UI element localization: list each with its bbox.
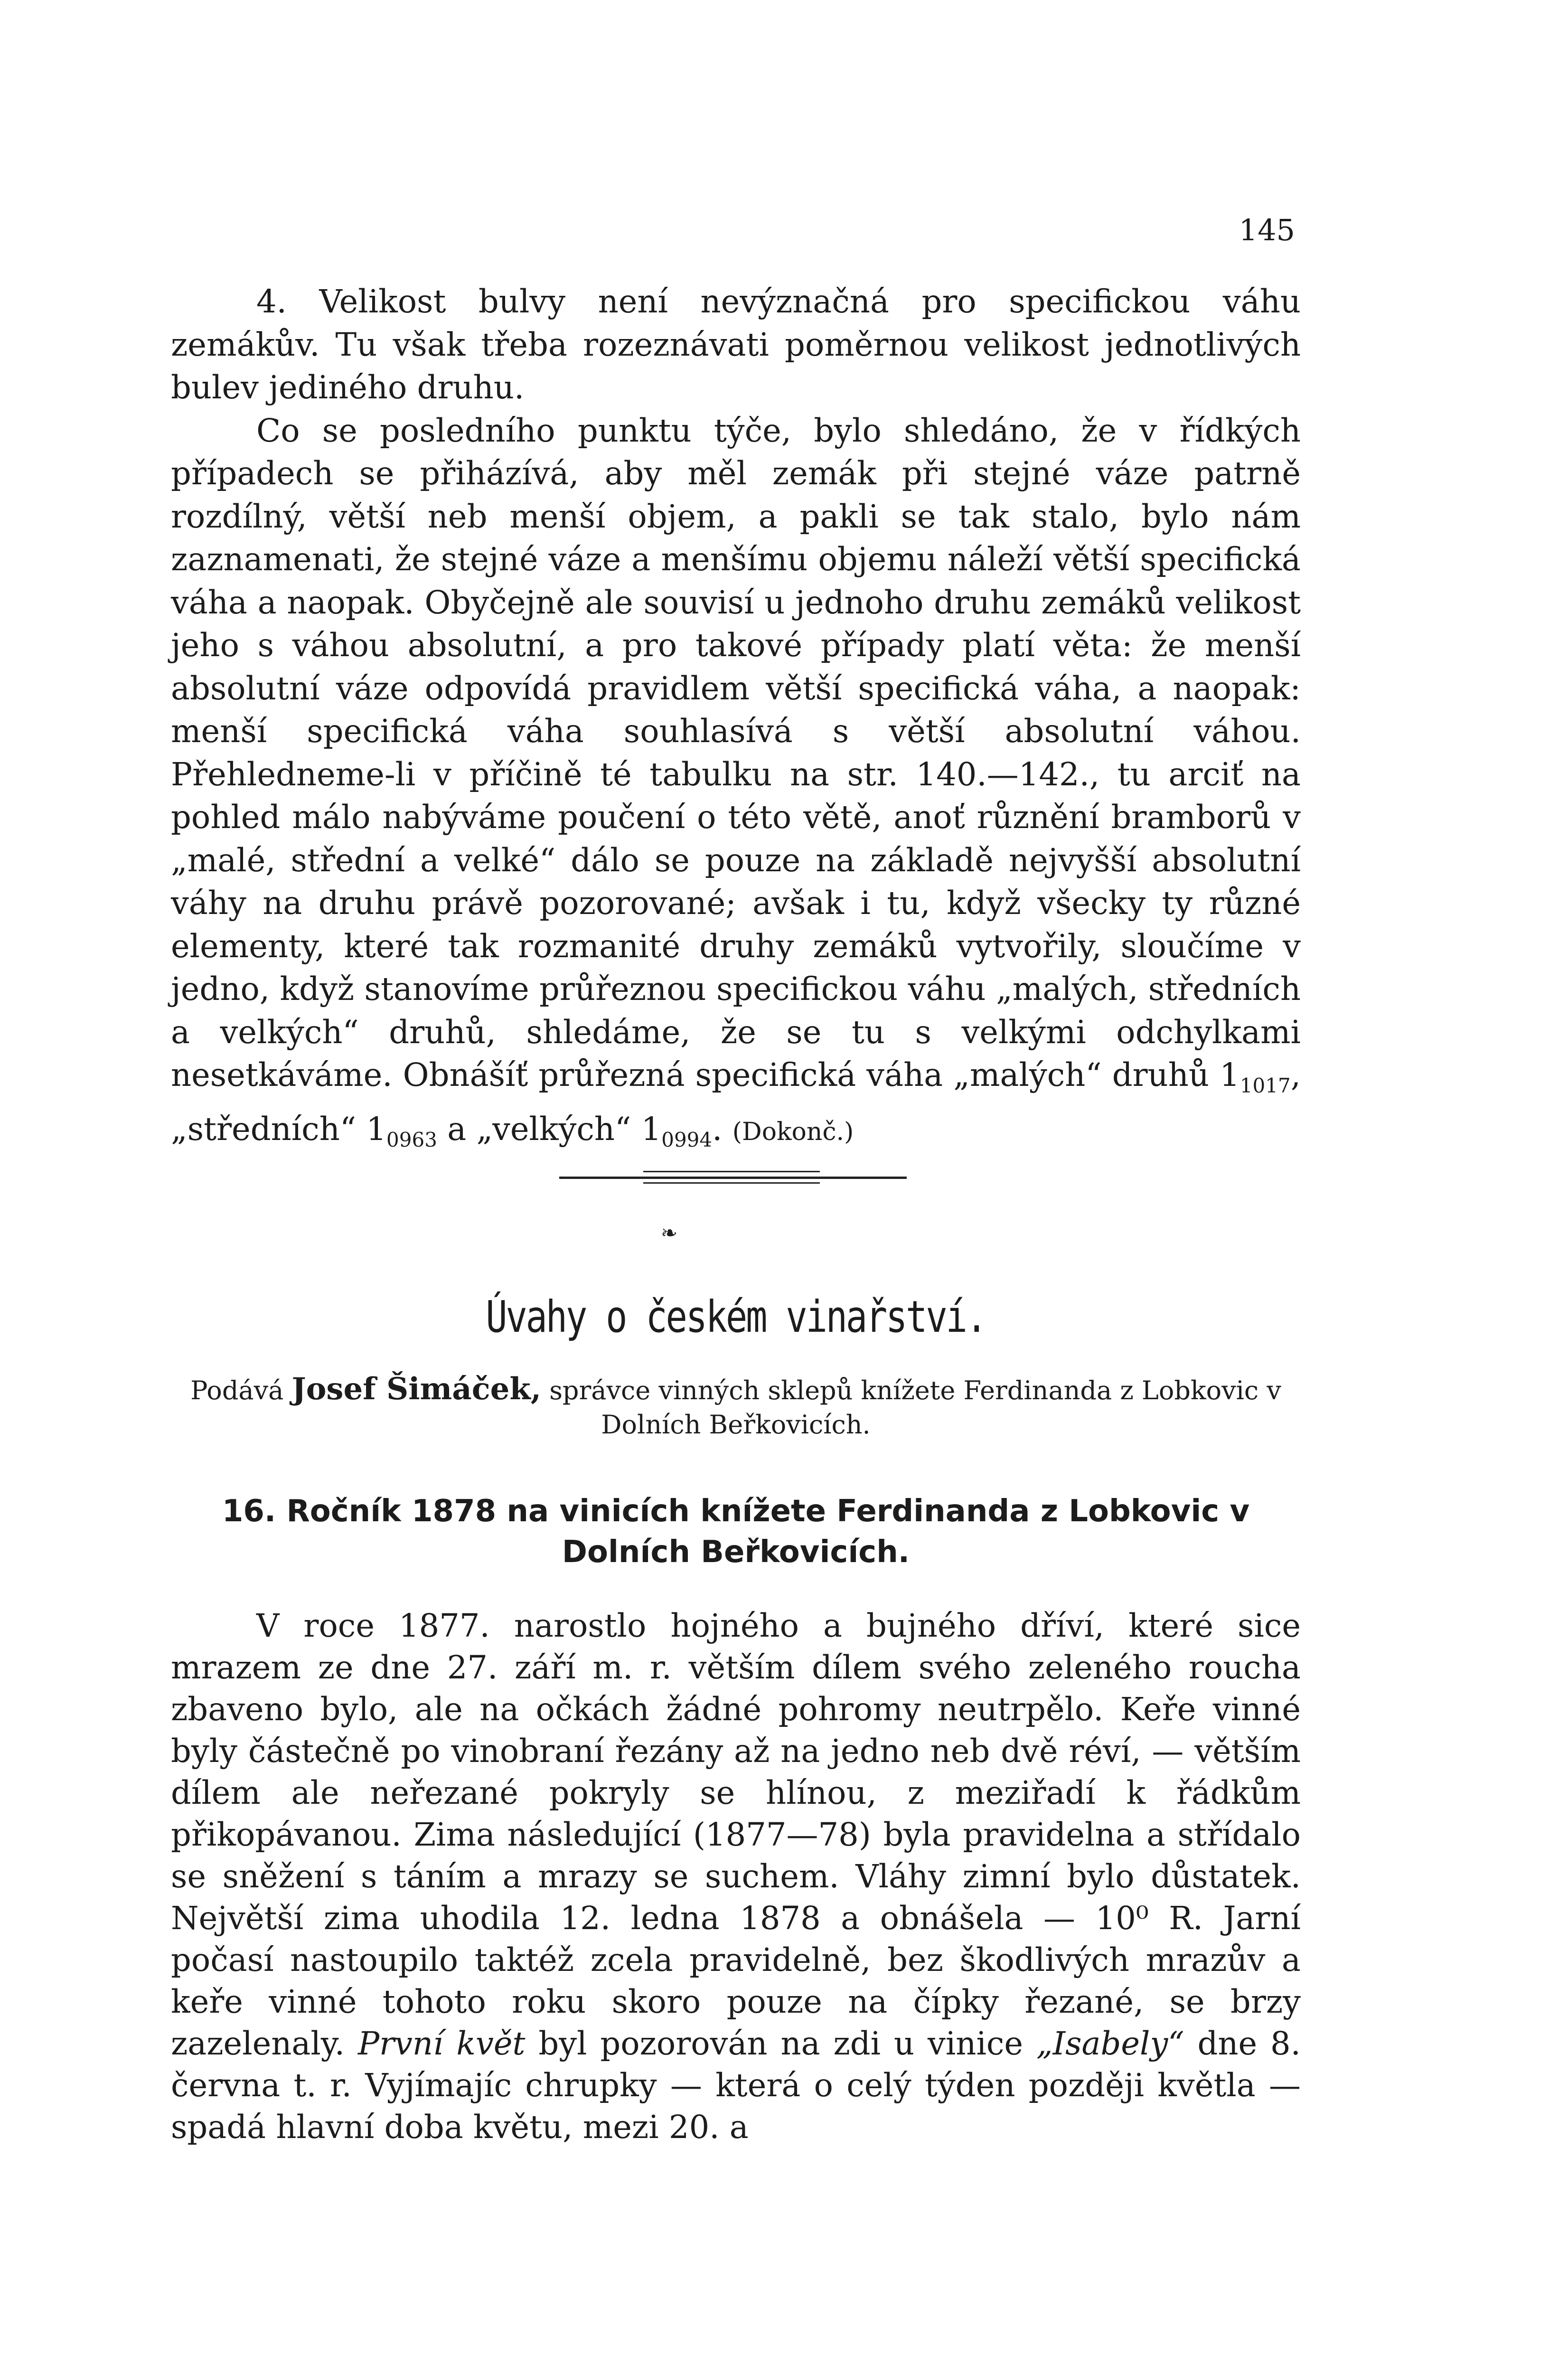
byline bbox=[171, 1372, 1301, 1442]
paragraph-part-1: V roce 1877. narostlo hojného a bujného dříví, které sice mrazem ze dne 27. září m. r. větším dílem svého zeleného roucha zbaveno bylo, ale na očkách žádné pohromy neutrpělo. Keře vinné byly částečně po vinobraní řezány až na jedno neb dvě réví, — větším dílem ale neřezané pokryly se hlínou, z meziřadí k řádkům přikopávanou. Zima následující (1877—78) byla pravidelna a střídalo se sněžení s táním a mrazy se suchem. Vláhy zimní bylo důstatek. Největší zima uhodila 12. ledna 1878 a obnášela — 10⁰ R. Jarní počasí nastoupilo taktéž zcela pravidelně, bez škodlivých mrazův a keře vinné tohoto roku skoro pouze na čípky řezané, se brzy zazelenaly. bbox=[171, 1607, 1301, 2062]
byline-rest: správce vinných sklepů knížete Ferdinanda z Lobkovic v Dolních Beřkovicích. bbox=[549, 1375, 1281, 1440]
continued-note: (Dokonč.) bbox=[732, 1117, 854, 1146]
italic-first-bloom: První květ bbox=[357, 2025, 526, 2062]
paragraph-specific-weight bbox=[171, 409, 1301, 1162]
text-large-label: a „velkých“ 1 bbox=[437, 1110, 662, 1148]
paragraph-year-1878 bbox=[171, 1605, 1301, 2148]
divider-line-short-bottom bbox=[643, 1182, 820, 1184]
byline-prefix: Podává bbox=[190, 1375, 284, 1405]
sentence-end: . bbox=[712, 1110, 723, 1148]
text-medium-label: , „středních“ 1 bbox=[171, 1056, 1301, 1148]
paragraph-part-2: byl pozorován na zdi u vinice bbox=[538, 2025, 1023, 2062]
subscript-large: 0994 bbox=[661, 1128, 713, 1151]
author-name: Josef Šimáček, bbox=[291, 1371, 542, 1407]
section-heading: 16. Ročník 1878 na vinicích knížete Ferdinanda z Lobkovic v Dolních Beřkovicích. bbox=[222, 1494, 1250, 1570]
paragraph-part-3: dne 8. června t. r. Vyjímajíc chrupky — která o celý týden později květla — spadá hlavní doba květu, mezi 20. a bbox=[171, 2025, 1301, 2146]
article-title: Úvahy o českém vinařství. bbox=[486, 1291, 986, 1342]
divider-line-short-top bbox=[643, 1171, 820, 1172]
subscript-medium: 0963 bbox=[386, 1128, 437, 1151]
paragraph-bulb-size: 4. Velikost bulvy není nevýznačná pro specifickou váhu zemákův. Tu však třeba rozeznávati poměrnou velikost jednotlivých bulev jediného druhu. bbox=[171, 283, 1301, 406]
bottom-text-block bbox=[171, 1605, 1301, 2148]
page-number: 145 bbox=[1239, 213, 1295, 247]
subscript-small: 1017 bbox=[1239, 1074, 1291, 1097]
paragraph-main-text: Co se posledního punktu týče, bylo shledáno, že v řídkých případech se přiházívá, aby měl zemák při stejné váze patrně rozdílný, větší neb menší objem, a pakli se tak stalo, bylo nám zaznamenati, že stejné váze a menšímu objemu náleží větší specifická váha a naopak. Obyčejně ale souvisí u jednoho druhu zemáků velikost jeho s váhou absolutní, a pro takové případy platí věta: že menší absolutní váze odpovídá pravidlem větší specifická váha, a naopak: menší specifická váha souhlasívá s větší absolutní váhou. Přehledneme-li v příčině té tabulku na str. 140.—142., tu arciť na pohled málo nabýváme poučení o této větě, anoť různění bramborů v „malé, střední a velké“ dálo se pouze na základě nejvyšší absolutní váhy na druhu právě pozorované; avšak i tu, když všecky ty různé elementy, které tak rozmanité druhy zemáků vytvořily, sloučíme v jedno, když stanovíme průřeznou specifickou váhu „malých, středních a velkých“ druhů, shledáme, že se tu s velkými odchylkami nesetkáváme. Obnášíť průřezná specifická váha „malých“ druhů 1 bbox=[171, 412, 1301, 1093]
italic-isabela: „Isabely“ bbox=[1036, 2025, 1184, 2062]
ornament-icon: ❧ bbox=[661, 1221, 678, 1244]
top-text-block bbox=[171, 280, 1301, 1161]
divider-line-long bbox=[559, 1177, 907, 1179]
